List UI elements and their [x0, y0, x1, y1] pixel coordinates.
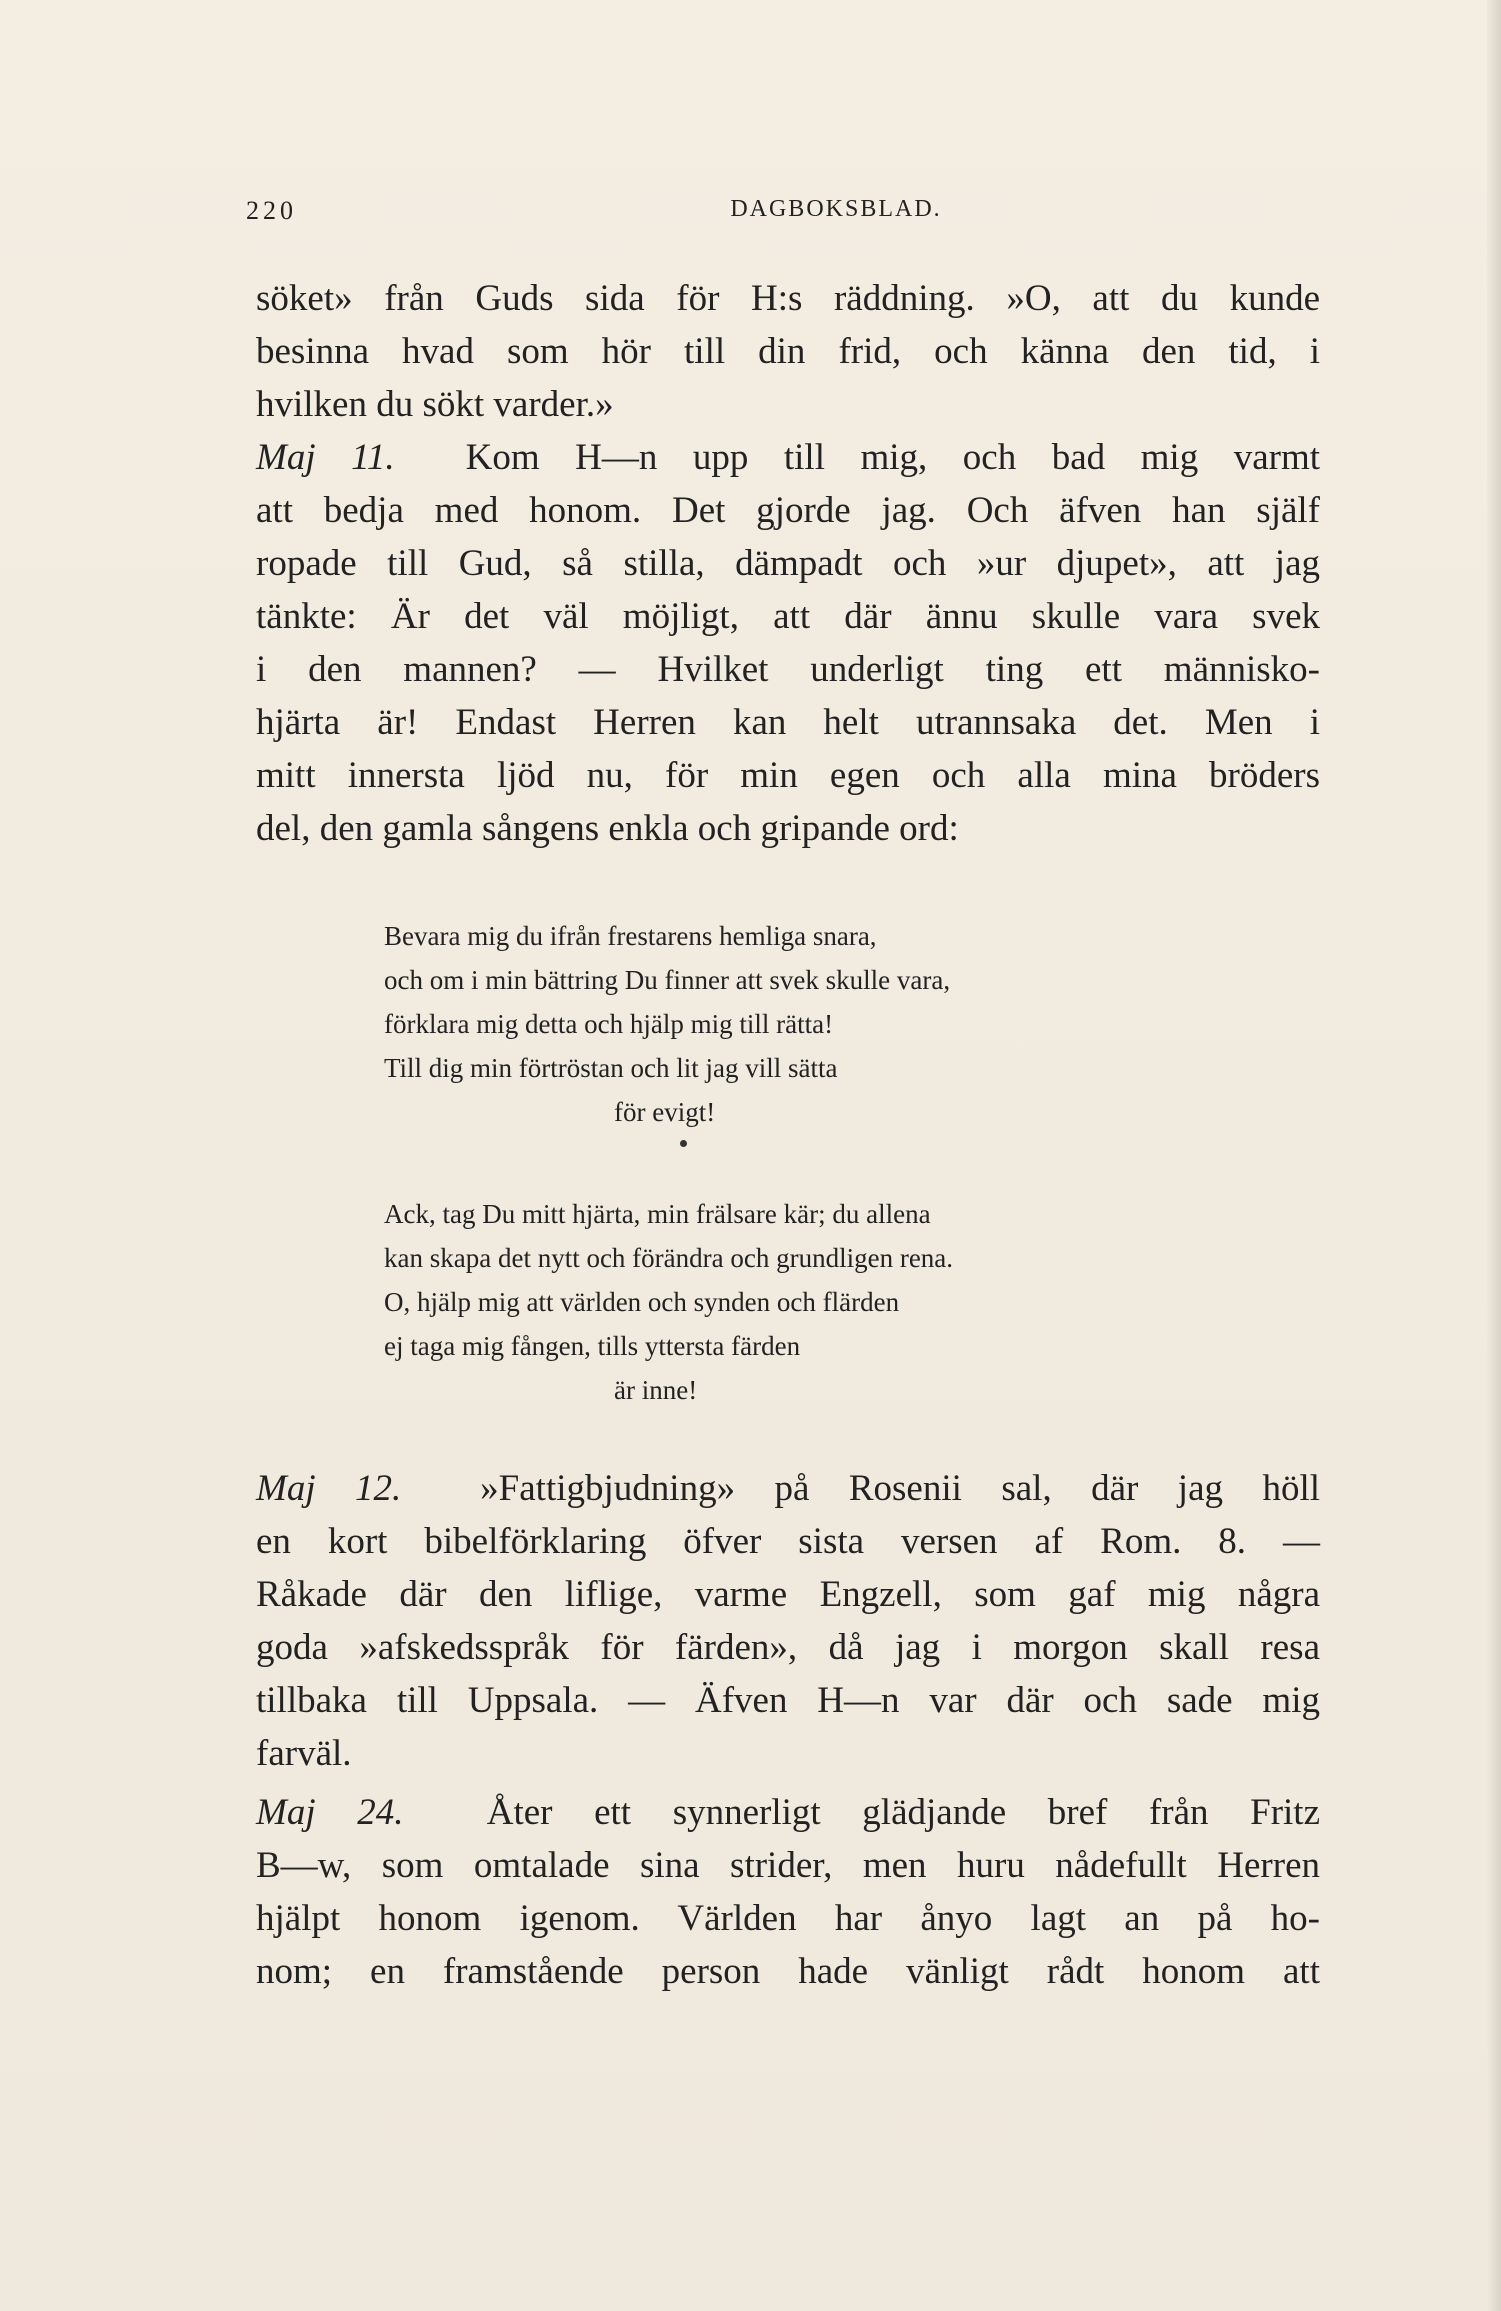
text-line: Råkade där den liflige, varme Engzell, som gaf mig några: [256, 1574, 1320, 1615]
text-line: [256, 1462, 1320, 1515]
text-line: besinna hvad som hör till din frid, och känna den tid, i: [256, 331, 1320, 372]
paragraph-2: [256, 431, 1320, 855]
text-line: [256, 1786, 1320, 1839]
page-number: 220: [246, 196, 297, 225]
poem-line: Till dig min förtröstan och lit jag vill sätta: [384, 1053, 838, 1083]
poem-line: för evigt!: [614, 1097, 716, 1127]
text-fragment: »Fattigbjudning» på Rosenii sal, där jag höll: [480, 1468, 1321, 1509]
text-line: att bedja med honom. Det gjorde jag. Och äfven han själf: [256, 490, 1320, 531]
text-fragment: Kom H—n upp till mig, och bad mig varmt: [465, 437, 1321, 478]
text-line: hjärta är! Endast Herren kan helt utrannsaka det. Men i: [256, 702, 1320, 743]
ornament-dot: [680, 1140, 687, 1147]
entry-date: Maj 11.: [256, 437, 395, 478]
text-line: söket» från Guds sida för H:s räddning. »O, att du kunde: [256, 278, 1320, 319]
text-line: tillbaka till Uppsala. — Äfven H—n var där och sade mig: [256, 1680, 1320, 1721]
page-edge: [1487, 0, 1501, 2311]
text-line: del, den gamla sångens enkla och gripande ord:: [256, 808, 959, 849]
entry-date: Maj 12.: [256, 1468, 402, 1509]
poem-line: är inne!: [614, 1375, 698, 1405]
running-head: DAGBOKSBLAD.: [730, 196, 942, 222]
paragraph-3: [256, 1462, 1320, 1780]
poem-stanza-2: [384, 1192, 1224, 1412]
paragraph-1: [256, 272, 1320, 431]
poem-line: Ack, tag Du mitt hjärta, min frälsare kär; du allena: [384, 1199, 931, 1229]
text-line: farväl.: [256, 1733, 352, 1774]
poem-line: kan skapa det nytt och förändra och grundligen rena.: [384, 1243, 954, 1273]
text-line: hjälpt honom igenom. Världen har ånyo lagt an på ho-: [256, 1898, 1320, 1939]
text-line: mitt innersta ljöd nu, för min egen och alla mina bröders: [256, 755, 1320, 796]
poem-line: och om i min bättring Du finner att svek skulle vara,: [384, 965, 951, 995]
paragraph-4: [256, 1786, 1320, 1998]
poem-line: förklara mig detta och hjälp mig till rätta!: [384, 1009, 834, 1039]
poem-line: O, hjälp mig att världen och synden och flärden: [384, 1287, 900, 1317]
text-fragment: Åter ett synnerligt glädjande bref från Fritz: [486, 1792, 1321, 1833]
poem-line: Bevara mig du ifrån frestarens hemliga snara,: [384, 921, 877, 951]
text-line: i den mannen? — Hvilket underligt ting ett människo-: [256, 649, 1320, 690]
text-line: tänkte: Är det väl möjligt, att där ännu skulle vara svek: [256, 596, 1320, 637]
text-line: nom; en framstående person hade vänligt rådt honom att: [256, 1951, 1320, 1992]
poem-line: ej taga mig fången, tills yttersta färden: [384, 1331, 801, 1361]
text-line: goda »afskedsspråk för färden», då jag i morgon skall resa: [256, 1627, 1320, 1668]
poem-stanza-1: [384, 914, 1224, 1134]
text-line: ropade till Gud, så stilla, dämpadt och »ur djupet», att jag: [256, 543, 1320, 584]
text-line: en kort bibelförklaring öfver sista versen af Rom. 8. —: [256, 1521, 1320, 1562]
text-line: [256, 431, 1320, 484]
text-line: B—w, som omtalade sina strider, men huru nådefullt Herren: [256, 1845, 1320, 1886]
page-header: [246, 196, 1346, 236]
text-line: hvilken du sökt varder.»: [256, 384, 614, 425]
entry-date: Maj 24.: [256, 1792, 404, 1833]
